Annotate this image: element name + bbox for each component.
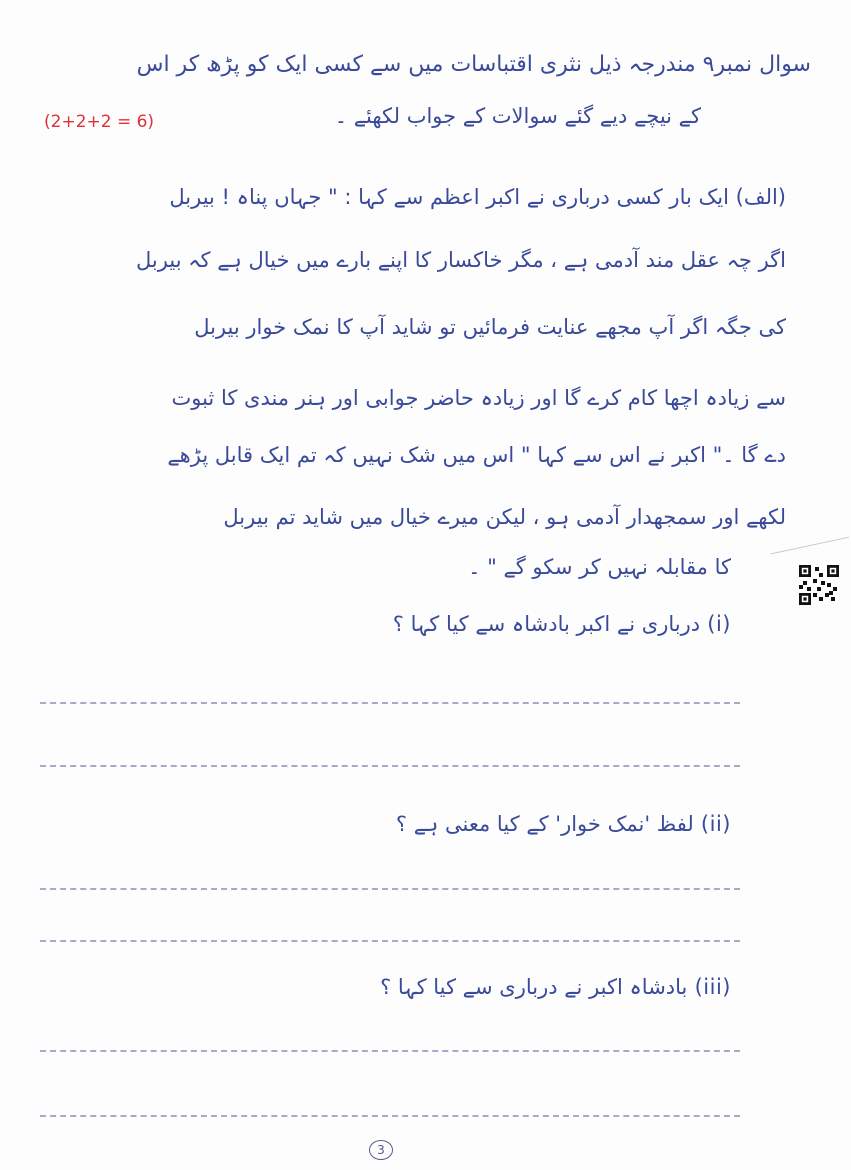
passage-line-1: (الف) ایک بار کسی درباری نے اکبر اعظم سے کہا : " جہاں پناہ ! بیربل	[169, 185, 786, 209]
qr-code-icon	[799, 565, 839, 605]
question-heading-line-1: سوال نمبر۹ مندرجہ ذیل نثری اقتباسات میں سے کسی ایک کو پڑھ کر اس	[136, 52, 811, 77]
sub-question-3: (iii) بادشاہ اکبر نے درباری سے کیا کہا ؟	[380, 975, 731, 999]
answer-line[interactable]	[40, 702, 740, 704]
pen-mark	[771, 537, 850, 556]
question-heading-line-2: کے نیچے دیے گئے سوالات کے جواب لکھئے ۔	[334, 104, 701, 128]
answer-line[interactable]	[40, 1115, 740, 1117]
answer-line[interactable]	[40, 765, 740, 767]
passage-line-6: لکھے اور سمجھدار آدمی ہو ، لیکن میرے خیال میں شاید تم بیربل	[223, 505, 786, 529]
passage-line-2: اگر چہ عقل مند آدمی ہے ، مگر خاکسار کا اپنے بارے میں خیال ہے کہ بیربل	[136, 248, 786, 272]
page-number: 3	[369, 1140, 393, 1160]
passage-line-3: کی جگہ اگر آپ مجھے عنایت فرمائیں تو شاید آپ کا نمک خوار بیربل	[194, 315, 786, 339]
passage-line-5: دے گا ۔" اکبر نے اس سے کہا " اس میں شک نہیں کہ تم ایک قابل پڑھے	[167, 443, 786, 467]
sub-question-2: (ii) لفظ 'نمک خوار' کے کیا معنی ہے ؟	[395, 812, 731, 836]
answer-line[interactable]	[40, 1050, 740, 1052]
answer-line[interactable]	[40, 888, 740, 890]
answer-line[interactable]	[40, 940, 740, 942]
marks-label: (2+2+2 = 6)	[44, 112, 155, 132]
passage-line-7: کا مقابلہ نہیں کر سکو گے " ۔	[468, 555, 731, 579]
sub-question-1: (i) درباری نے اکبر بادشاہ سے کیا کہا ؟	[392, 612, 731, 636]
passage-line-4: سے زیادہ اچھا کام کرے گا اور زیادہ حاضر جوابی اور ہنر مندی کا ثبوت	[171, 386, 786, 410]
